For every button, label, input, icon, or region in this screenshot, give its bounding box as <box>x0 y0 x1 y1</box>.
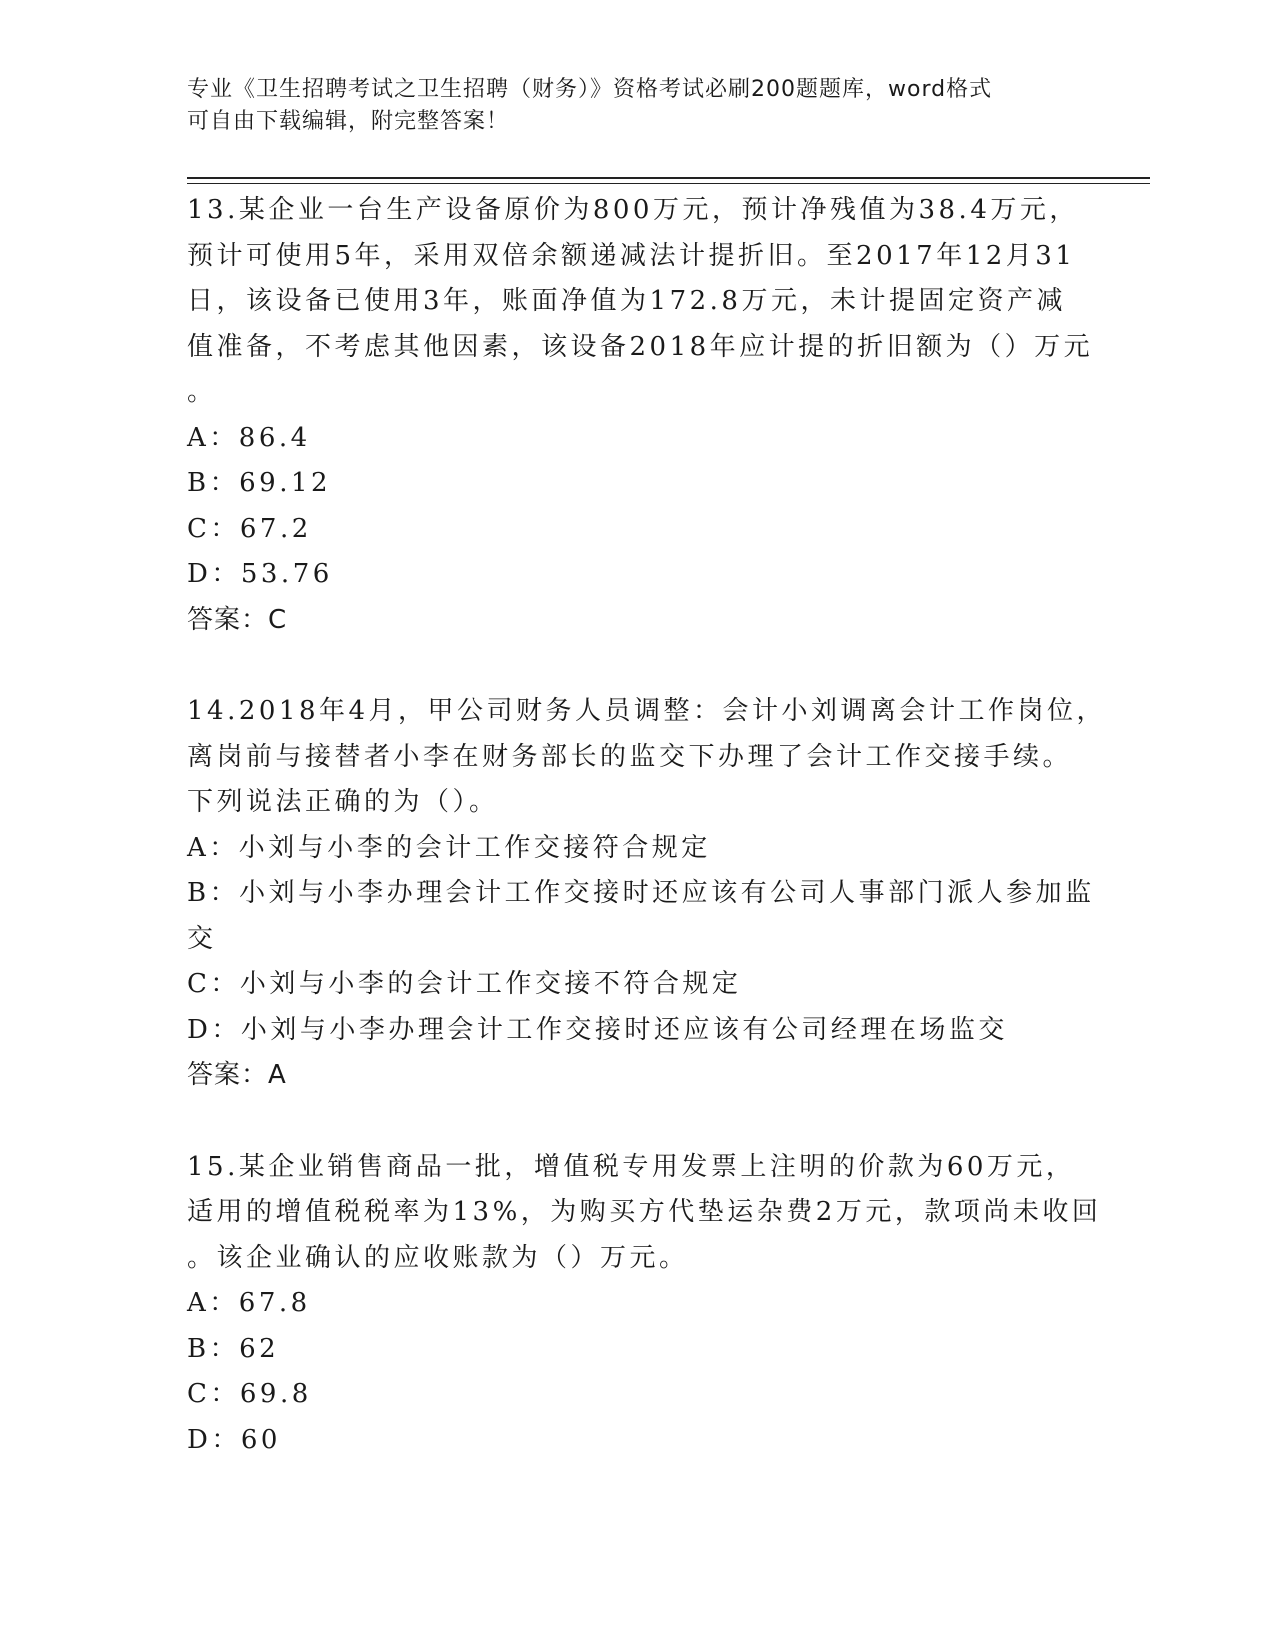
option-a: A：小刘与小李的会计工作交接符合规定 <box>187 832 711 863</box>
question-15 <box>187 1145 1102 1464</box>
option-b-continued: 交 <box>187 923 217 954</box>
option-a: A：67.8 <box>187 1288 311 1318</box>
question-text-line: 下列说法正确的为（）。 <box>187 787 499 817</box>
question-text-line: 预计可使用5年，采用双倍余额递减法计提折旧。至2017年12月31 <box>187 240 1076 271</box>
header-line-2: 可自由下载编辑，附完整答案！ <box>187 109 510 134</box>
question-text-line: 适用的增值税税率为13%，为购买方代垫运杂费2万元，款项尚未收回 <box>187 1197 1102 1227</box>
question-text-line: 15.某企业销售商品一批，增值税专用发票上注明的价款为60万元， <box>187 1151 1076 1182</box>
question-text-line: 离岗前与接替者小李在财务部长的监交下办理了会计工作交接手续。 <box>187 741 1073 772</box>
question-13 <box>187 188 1094 643</box>
question-list <box>187 188 1107 1509</box>
question-text-line: 日，该设备已使用3年，账面净值为172.8万元，未计提固定资产减 <box>187 286 1066 316</box>
option-c: C：69.8 <box>187 1379 312 1409</box>
question-text-line: 14.2018年4月，甲公司财务人员调整：会计小刘调离会计工作岗位， <box>187 696 1107 726</box>
question-14 <box>187 689 1107 1099</box>
option-c: C：67.2 <box>187 513 312 544</box>
answer-line: 答案：A <box>187 1060 287 1090</box>
option-b: B：小刘与小李办理会计工作交接时还应该有公司人事部门派人参加监 <box>187 878 1095 908</box>
header-rule-thin <box>187 183 1150 184</box>
document-header <box>187 74 1087 138</box>
option-a: A：86.4 <box>187 422 311 453</box>
option-c: C：小刘与小李的会计工作交接不符合规定 <box>187 969 742 999</box>
question-text-line: 。 <box>187 377 217 407</box>
header-line-1: 专业《卫生招聘考试之卫生招聘（财务）》资格考试必刷200题题库，word格式 <box>187 77 993 102</box>
option-b: B：69.12 <box>187 468 332 498</box>
question-text-line: 13.某企业一台生产设备原价为800万元，预计净残值为38.4万元， <box>187 195 1079 225</box>
option-b: B：62 <box>187 1333 280 1364</box>
option-d: D：60 <box>187 1424 281 1455</box>
answer-line: 答案：C <box>187 604 288 635</box>
header-rule-thick <box>187 177 1150 179</box>
option-d: D：53.76 <box>187 559 333 589</box>
question-text-line: 。该企业确认的应收账款为（）万元。 <box>187 1242 689 1273</box>
option-d: D：小刘与小李办理会计工作交接时还应该有公司经理在场监交 <box>187 1014 1008 1045</box>
question-text-line: 值准备，不考虑其他因素，该设备2018年应计提的折旧额为（）万元 <box>187 331 1094 362</box>
